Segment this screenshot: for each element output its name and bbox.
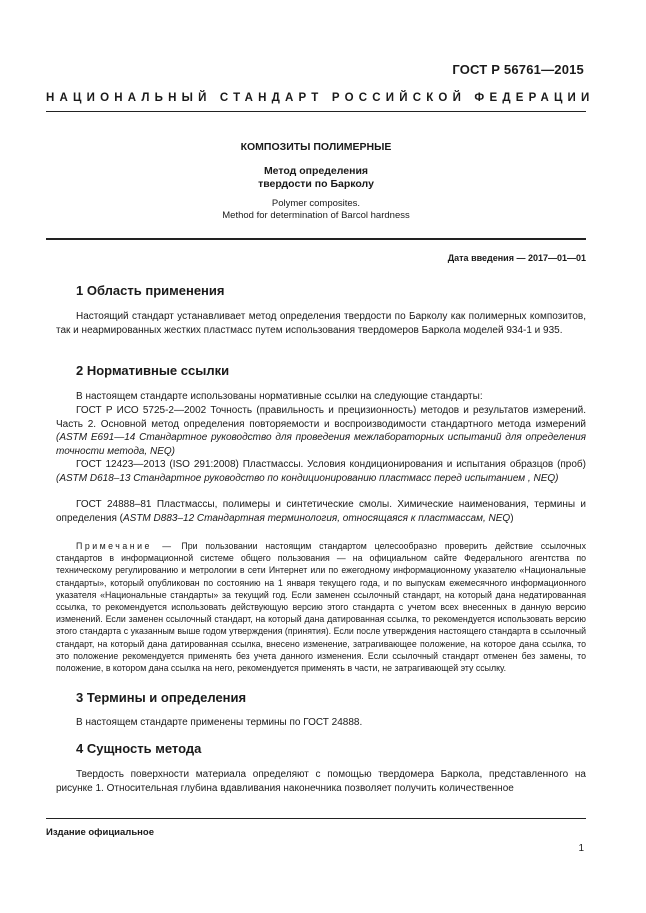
section-1-text: Настоящий стандарт устанавливает метод определения твердости по Барколу как полимерных композитов, так и неармированных жестких пластмасс путем использования твердомеров Баркола моделей 934-1 и 935. bbox=[56, 311, 586, 336]
subtitle-line-2: твердости по Барколу bbox=[258, 178, 374, 190]
section-2-intro: В настоящем стандарте использованы нормативные ссылки на следующие стандарты: bbox=[76, 391, 483, 402]
reference-gost-5725: ГОСТ Р ИСО 5725-2—2002 Точность (правильность и прецизионность) методов и результатов измерений. Часть 2. Основной метод определения повторяемости и воспроизводимости стандартного метода измерений (ASTM E691—14 Стандартное руководство для проведения межлабораторных испытаний для определения точности метода, NEQ) bbox=[56, 405, 586, 457]
subtitle-line-1: Метод определения bbox=[263, 165, 369, 177]
section-2-heading: 2 Нормативные ссылки bbox=[76, 363, 230, 378]
header-divider bbox=[46, 111, 586, 112]
footer-divider bbox=[46, 818, 586, 819]
introduction-date: Дата введения — 2017—01—01 bbox=[447, 253, 586, 263]
note-text: При пользовании настоящим стандартом целесообразно проверить действие ссылочных стандартов в информационной системе общего пользования — на официальном сайте Федерального агентства по техническому регулированию и метрологии в сети Интернет или по ежегодному информационному указателю «Национальные стандарты», который опубликован по состоянию на 1 января текущего года, и по выпускам ежемесячного информационного указателя «Национальные стандарты» за текущий год. Если заменен ссылочный стандарт, на который дана недатированная ссылка, то рекомендуется использовать действующую версию этого стандарта с учетом всех внесенных в данную версию изменений. Если заменен ссылочный стандарт, на который дана датированная ссылка, то рекомендуется использовать версию этого стандарта с указанным выше годом утверждения (принятия). Если после утверждения настоящего стандарта в ссылочный стандарт, на который дана датированная ссылка, внесено изменение, затрагивающее положение, на которое дана ссылка, то это положение рекомендуется применять без учета данного изменения. Если ссылочный стандарт отменен без замены, то положение, в котором дана ссылка на него, рекомендуется применять в части, не затрагивающей эту ссылку. bbox=[56, 541, 586, 674]
national-standard-banner: НАЦИОНАЛЬНЫЙ СТАНДАРТ РОССИЙСКОЙ ФЕДЕРАЦИИ bbox=[46, 92, 595, 104]
document-number: ГОСТ Р 56761—2015 bbox=[452, 62, 584, 77]
page-number: 1 bbox=[578, 843, 584, 854]
english-title bbox=[46, 198, 586, 222]
note-label: Примечание — bbox=[76, 541, 174, 551]
section-3-heading: 3 Термины и определения bbox=[76, 690, 247, 705]
section-1-heading: 1 Область применения bbox=[76, 283, 225, 298]
section-4-text: Твердость поверхности материала определяют с помощью твердомера Баркола, представленного на рисунке 1. Относительная глубина вдавливания наконечника позволяет получить количественное bbox=[56, 769, 586, 794]
reference-gost-24888: ГОСТ 24888–81 Пластмассы, полимеры и синтетические смолы. Химические наименования, термины и определения (ASTM D883–12 Стандартная терминология, относящаяся к пластмассам, NEQ) bbox=[56, 499, 586, 524]
english-title-line-2: Method for determination of Barcol hardness bbox=[222, 210, 410, 221]
title-divider bbox=[46, 238, 586, 240]
standard-subtitle bbox=[46, 165, 586, 191]
english-title-line-1: Polymer composites. bbox=[271, 198, 361, 209]
reference-gost-12423: ГОСТ 12423—2013 (ISO 291:2008) Пластмассы. Условия кондиционирования и испытания образцов (проб) (ASTM D618–13 Стандартное руководство по кондиционированию пластмасс перед испытанием , NEQ) bbox=[56, 459, 586, 484]
section-3-text: В настоящем стандарте применены термины по ГОСТ 24888. bbox=[76, 717, 363, 728]
official-edition-label: Издание официальное bbox=[46, 827, 154, 838]
section-4-heading: 4 Сущность метода bbox=[76, 741, 202, 756]
note-block bbox=[56, 540, 586, 674]
standard-title: КОМПОЗИТЫ ПОЛИМЕРНЫЕ bbox=[240, 141, 392, 153]
